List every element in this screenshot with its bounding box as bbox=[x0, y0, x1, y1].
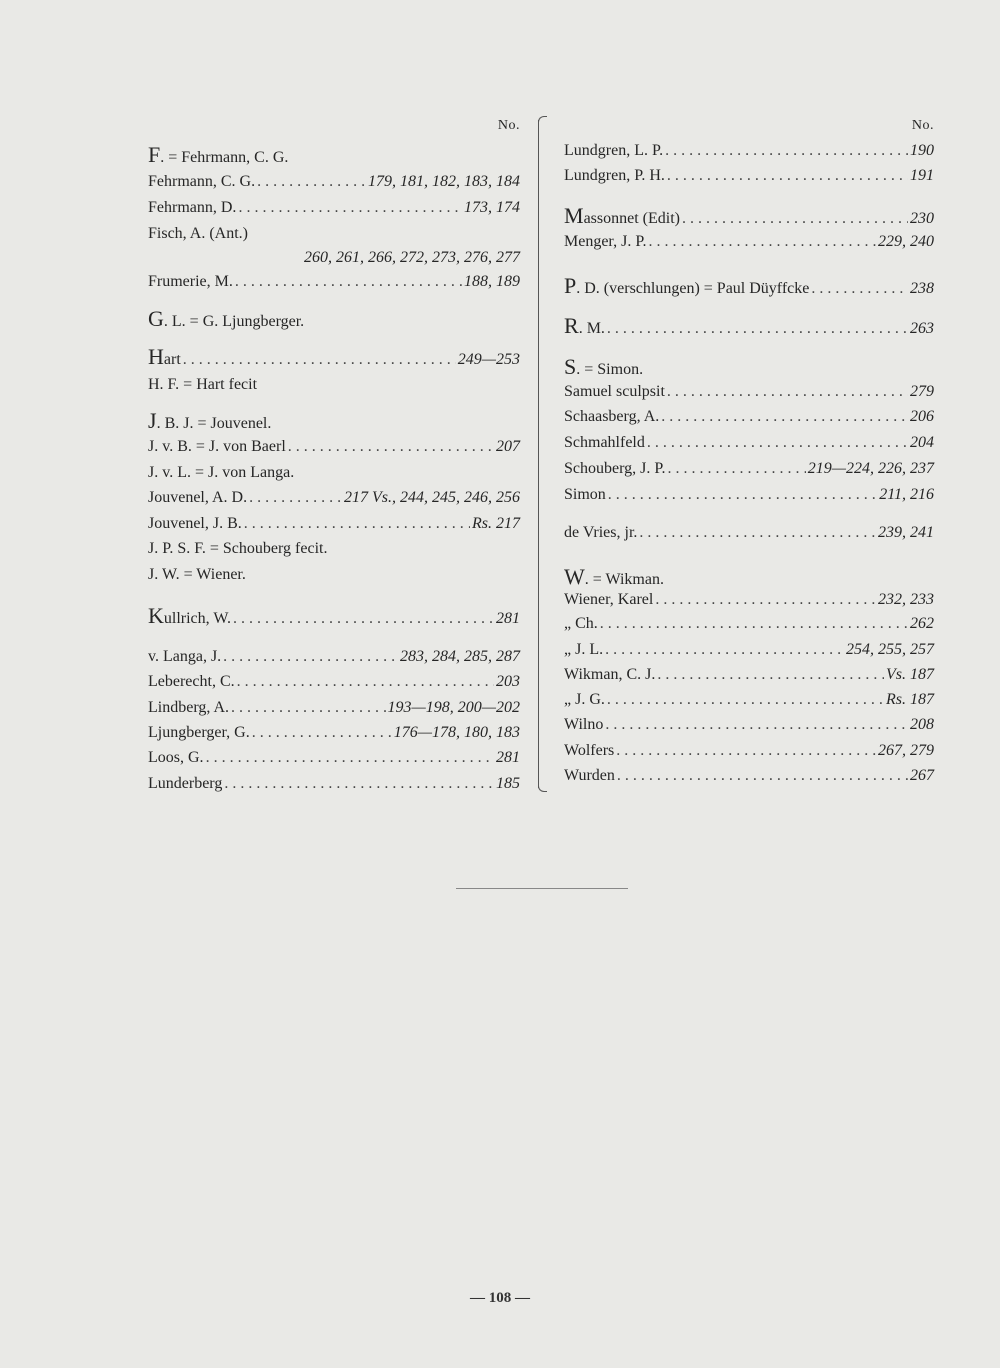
entry-name bbox=[564, 663, 655, 687]
index-entry bbox=[148, 537, 520, 561]
entry-text: J. P. S. F. = Schouberg fecit. bbox=[148, 540, 328, 557]
entry-numbers: 279 bbox=[910, 383, 934, 400]
index-entry bbox=[148, 604, 520, 628]
entry-numbers: 208 bbox=[910, 716, 934, 733]
entry-name bbox=[564, 483, 606, 507]
entry-numbers: Vs. 187 bbox=[886, 666, 934, 683]
entry-text: Lunderberg bbox=[148, 775, 223, 792]
index-entry bbox=[564, 483, 934, 507]
entry-numbers: 263 bbox=[910, 320, 934, 337]
entry-text: Fehrmann, D. bbox=[148, 199, 237, 216]
index-entry bbox=[564, 431, 934, 455]
entry-text: v. Langa, J. bbox=[148, 648, 222, 665]
entry-text: Wikman, C. J. bbox=[564, 666, 656, 683]
index-entry bbox=[564, 588, 934, 612]
entry-numbers: 232, 233 bbox=[878, 591, 934, 608]
entry-name bbox=[564, 638, 603, 662]
entry-name bbox=[564, 230, 646, 254]
entry-name bbox=[148, 696, 229, 720]
entry-numbers: 176—178, 180, 183 bbox=[393, 724, 520, 741]
entry-name bbox=[148, 461, 520, 485]
entry-name bbox=[564, 405, 659, 429]
index-entry bbox=[148, 696, 520, 720]
entry-name bbox=[564, 139, 663, 163]
entry-numbers: 262 bbox=[910, 615, 934, 632]
index-entry bbox=[148, 512, 520, 536]
dot-leader bbox=[605, 713, 908, 737]
entry-name bbox=[148, 746, 204, 770]
entry-text: J. v. L. = J. von Langa. bbox=[148, 464, 295, 481]
entry-numbers: 179, 181, 182, 183, 184 bbox=[368, 173, 520, 190]
dot-leader bbox=[252, 721, 392, 745]
entry-initial-letter: W bbox=[564, 564, 585, 589]
entry-text: Lindberg, A. bbox=[148, 699, 230, 716]
index-entry bbox=[148, 307, 520, 331]
entry-name bbox=[564, 314, 605, 341]
dot-leader bbox=[616, 739, 876, 763]
dot-leader bbox=[288, 435, 494, 459]
index-entry bbox=[564, 457, 934, 481]
entry-text: H. F. = Hart fecit bbox=[148, 376, 258, 393]
index-entry bbox=[564, 612, 934, 636]
entry-text: Samuel sculpsit bbox=[564, 383, 665, 400]
index-entry bbox=[564, 764, 934, 788]
entry-name bbox=[148, 645, 221, 669]
entry-text: art bbox=[163, 351, 181, 368]
entry-name bbox=[148, 604, 231, 631]
index-entry bbox=[564, 204, 934, 228]
entry-name bbox=[148, 170, 255, 194]
entry-text: „ Ch. bbox=[564, 615, 598, 632]
dot-leader bbox=[668, 457, 806, 481]
entry-numbers: 230 bbox=[910, 210, 934, 227]
entry-name bbox=[564, 164, 665, 188]
entry-name bbox=[148, 670, 235, 694]
entry-text: Jouvenel, A. D. bbox=[148, 489, 248, 506]
entry-numbers: 254, 255, 257 bbox=[846, 641, 934, 658]
index-entry bbox=[148, 645, 520, 669]
entry-initial-letter: S bbox=[564, 354, 577, 379]
index-entry bbox=[148, 721, 520, 745]
entry-name bbox=[564, 457, 666, 481]
entry-numbers: 238 bbox=[910, 280, 934, 297]
dot-leader bbox=[237, 670, 494, 694]
entry-name bbox=[564, 355, 934, 382]
dot-leader bbox=[667, 164, 908, 188]
entry-text: . M. bbox=[578, 320, 605, 337]
index-entry bbox=[148, 345, 520, 369]
entry-name bbox=[148, 435, 286, 459]
entry-numbers: Rs. 217 bbox=[472, 515, 520, 532]
entry-text: Frumerie, M. bbox=[148, 273, 233, 290]
dot-leader bbox=[600, 612, 908, 636]
entry-name bbox=[148, 409, 520, 436]
dot-leader bbox=[206, 746, 494, 770]
index-entry bbox=[564, 230, 934, 254]
entry-name bbox=[564, 521, 637, 545]
index-entry bbox=[148, 435, 520, 459]
entry-text: Ljungberger, G. bbox=[148, 724, 250, 741]
entry-name bbox=[148, 721, 250, 745]
entry-text: Schouberg, J. P. bbox=[564, 460, 666, 477]
index-entry bbox=[148, 772, 520, 796]
dot-leader bbox=[617, 764, 908, 788]
index-entry bbox=[564, 164, 934, 188]
dot-leader bbox=[811, 277, 908, 301]
entry-text: assonnet (Edit) bbox=[583, 210, 680, 227]
entry-numbers: 193—198, 200—202 bbox=[387, 699, 520, 716]
entry-name bbox=[148, 143, 520, 170]
index-entry bbox=[564, 314, 934, 338]
entry-numbers: 185 bbox=[496, 775, 520, 792]
entry-text: . B. J. = Jouvenel. bbox=[156, 415, 272, 432]
index-entry bbox=[148, 461, 520, 485]
entry-numbers: 173, 174 bbox=[464, 199, 520, 216]
dot-leader bbox=[605, 638, 844, 662]
entry-initial-letter: P bbox=[564, 273, 577, 298]
entry-text: Wiener, Karel bbox=[564, 591, 654, 608]
entry-numbers: 283, 284, 285, 287 bbox=[400, 648, 520, 665]
dot-leader bbox=[233, 607, 494, 631]
entry-name bbox=[148, 345, 181, 372]
dot-leader bbox=[608, 483, 877, 507]
entry-numbers: 191 bbox=[910, 167, 934, 184]
entry-name bbox=[564, 431, 645, 455]
entry-name bbox=[148, 222, 520, 246]
dot-leader bbox=[667, 380, 908, 404]
entry-numbers: 281 bbox=[496, 610, 520, 627]
dot-leader bbox=[249, 486, 342, 510]
index-entry bbox=[148, 409, 520, 433]
entry-text: Fisch, A. (Ant.) bbox=[148, 225, 248, 242]
entry-text: . = Simon. bbox=[576, 361, 644, 378]
entry-text: . D. (verschlungen) = Paul Düyffcke bbox=[576, 280, 810, 297]
index-entry bbox=[148, 222, 520, 246]
entry-text: Menger, J. P. bbox=[564, 233, 647, 250]
index-entry bbox=[148, 563, 520, 587]
index-entry bbox=[564, 380, 934, 404]
page-number: — 108 — bbox=[470, 1290, 530, 1306]
entry-name bbox=[148, 486, 247, 510]
index-entry bbox=[564, 521, 934, 545]
dot-leader bbox=[682, 207, 908, 231]
index-entry bbox=[148, 196, 520, 220]
dot-leader bbox=[665, 139, 908, 163]
dot-leader bbox=[231, 696, 386, 720]
dot-leader bbox=[607, 317, 908, 341]
index-entry bbox=[148, 670, 520, 694]
entry-name bbox=[564, 713, 603, 737]
entry-text: de Vries, jr. bbox=[564, 524, 638, 541]
dot-leader bbox=[661, 405, 908, 429]
entry-initial-letter: G bbox=[148, 306, 164, 331]
index-entry bbox=[564, 355, 934, 379]
entry-name bbox=[564, 380, 665, 404]
entry-name bbox=[564, 274, 809, 301]
entry-numbers: 229, 240 bbox=[878, 233, 934, 250]
column-divider-brace bbox=[538, 120, 543, 788]
entry-text: . L. = G. Ljungberger. bbox=[163, 313, 305, 330]
entry-text: Wolfers bbox=[564, 742, 615, 759]
dot-leader bbox=[183, 348, 456, 372]
entry-numbers: 211, 216 bbox=[879, 486, 934, 503]
entry-name bbox=[148, 270, 233, 294]
entry-numbers: 188, 189 bbox=[464, 273, 520, 290]
index-entry bbox=[148, 143, 520, 167]
entry-text: Simon bbox=[564, 486, 606, 503]
index-entry bbox=[564, 713, 934, 737]
entry-name bbox=[564, 764, 615, 788]
index-entry bbox=[564, 739, 934, 763]
dot-leader bbox=[224, 772, 494, 796]
index-entry bbox=[148, 373, 520, 397]
entry-name bbox=[564, 688, 605, 712]
entry-name bbox=[148, 563, 520, 587]
number-column-header: No. bbox=[911, 118, 934, 133]
entry-text: Schaasberg, A. bbox=[564, 408, 660, 425]
entry-name bbox=[564, 204, 680, 231]
entry-initial-letter: H bbox=[148, 344, 164, 369]
entry-numbers: 267 bbox=[910, 767, 934, 784]
index-entry bbox=[148, 746, 520, 770]
index-entry bbox=[564, 565, 934, 589]
dot-leader bbox=[238, 196, 462, 220]
entry-numbers: 249—253 bbox=[457, 351, 520, 368]
entry-text: . = Wikman. bbox=[584, 571, 664, 588]
index-entry bbox=[148, 246, 520, 270]
entry-text: Leberecht, C. bbox=[148, 673, 235, 690]
entry-name bbox=[564, 739, 614, 763]
entry-numbers: 217 Vs., 244, 245, 246, 256 bbox=[344, 489, 520, 506]
entry-name bbox=[564, 588, 653, 612]
entry-initial-letter: R bbox=[564, 313, 579, 338]
entry-initial-letter: J bbox=[148, 408, 157, 433]
entry-name bbox=[148, 196, 236, 220]
index-entry bbox=[564, 405, 934, 429]
dot-leader bbox=[657, 663, 884, 687]
dot-leader bbox=[655, 588, 876, 612]
number-column-header: No. bbox=[497, 118, 520, 133]
entry-text: „ J. G. bbox=[564, 691, 605, 708]
entry-numbers: 203 bbox=[496, 673, 520, 690]
entry-name bbox=[148, 537, 520, 561]
entry-numbers: 260, 261, 266, 272, 273, 276, 277 bbox=[304, 249, 520, 266]
entry-numbers: Rs. 187 bbox=[886, 691, 934, 708]
index-entry bbox=[148, 486, 520, 510]
entry-text: Lundgren, L. P. bbox=[564, 142, 664, 159]
index-entry bbox=[564, 638, 934, 662]
entry-name bbox=[148, 772, 222, 796]
entry-text: Lundgren, P. H. bbox=[564, 167, 665, 184]
entry-name bbox=[148, 307, 520, 334]
entry-numbers: 204 bbox=[910, 434, 934, 451]
index-entry bbox=[564, 663, 934, 687]
end-rule-divider bbox=[456, 888, 628, 889]
dot-leader bbox=[244, 512, 470, 536]
dot-leader bbox=[223, 645, 398, 669]
dot-leader bbox=[639, 521, 876, 545]
entry-text: J. W. = Wiener. bbox=[148, 566, 246, 583]
entry-text: Wurden bbox=[564, 767, 615, 784]
entry-initial-letter: F bbox=[148, 142, 161, 167]
entry-numbers: 239, 241 bbox=[878, 524, 934, 541]
entry-initial-letter: K bbox=[148, 603, 164, 628]
entry-text: Loos, G. bbox=[148, 749, 204, 766]
entry-text: J. v. B. = J. von Baerl bbox=[148, 438, 286, 455]
dot-leader bbox=[257, 170, 366, 194]
index-entry bbox=[564, 139, 934, 163]
entry-name bbox=[564, 612, 598, 636]
entry-text: ullrich, W. bbox=[163, 610, 231, 627]
entry-text: „ J. L. bbox=[564, 641, 604, 658]
entry-text: . = Fehrmann, C. G. bbox=[160, 149, 289, 166]
entry-text: Wilno bbox=[564, 716, 604, 733]
entry-text: Schmahlfeld bbox=[564, 434, 645, 451]
entry-name bbox=[148, 512, 242, 536]
entry-name bbox=[148, 373, 520, 397]
entry-numbers: 219—224, 226, 237 bbox=[807, 460, 934, 477]
entry-numbers: 206 bbox=[910, 408, 934, 425]
entry-numbers: 190 bbox=[910, 142, 934, 159]
index-entry bbox=[564, 688, 934, 712]
index-entry bbox=[148, 270, 520, 294]
dot-leader bbox=[648, 230, 876, 254]
index-entry bbox=[564, 274, 934, 298]
entry-text: Fehrmann, C. G. bbox=[148, 173, 256, 190]
entry-text: Jouvenel, J. B. bbox=[148, 515, 242, 532]
dot-leader bbox=[235, 270, 462, 294]
entry-numbers: 207 bbox=[496, 438, 520, 455]
index-entry bbox=[148, 170, 520, 194]
entry-numbers: 281 bbox=[496, 749, 520, 766]
entry-initial-letter: M bbox=[564, 203, 584, 228]
dot-leader bbox=[607, 688, 884, 712]
entry-numbers: 267, 279 bbox=[878, 742, 934, 759]
dot-leader bbox=[647, 431, 908, 455]
